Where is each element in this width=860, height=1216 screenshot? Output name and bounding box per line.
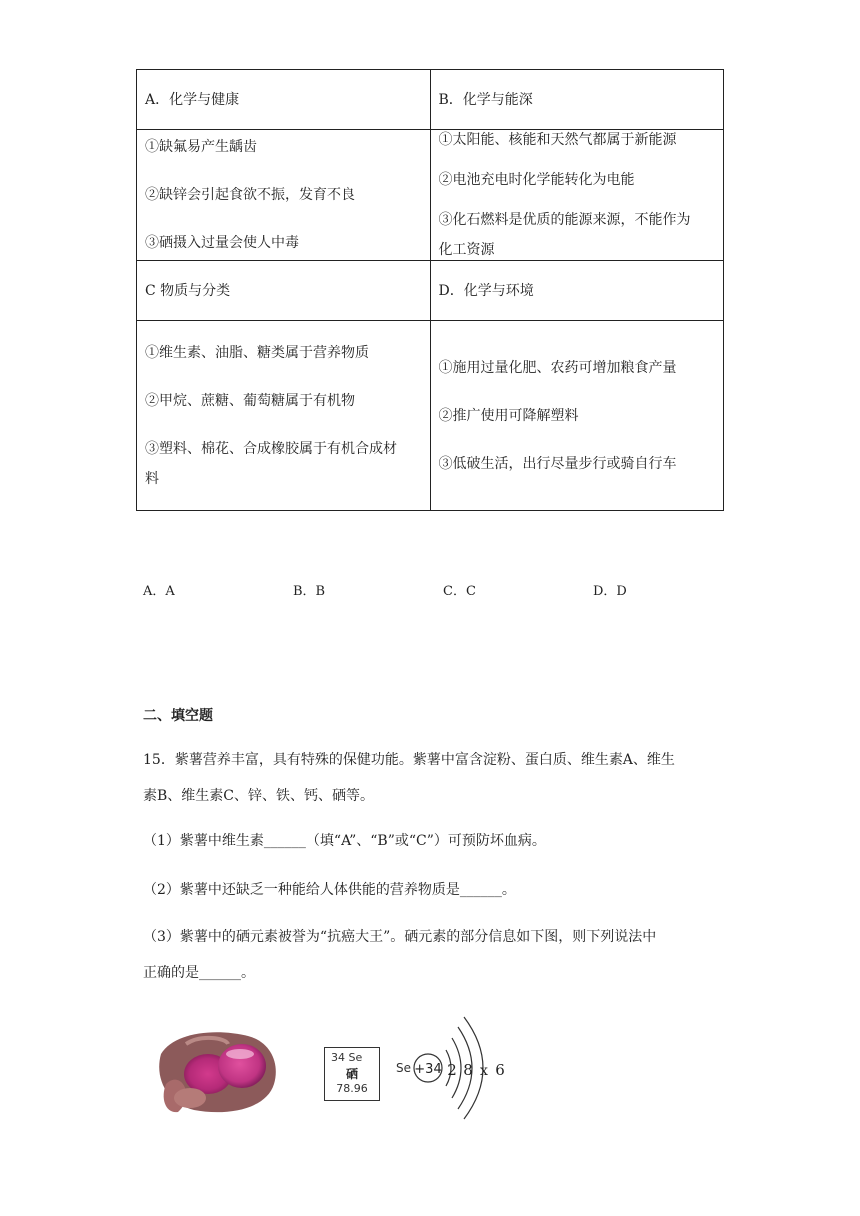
cell-b-body (430, 130, 724, 261)
c-item-3: ③塑料、棉花、合成橡胶属于有机合成材 (145, 440, 397, 457)
element-name: 硒 (345, 1067, 358, 1081)
shell-electrons-2: 8 (463, 1061, 473, 1079)
cell-c-title: C 物质与分类 (137, 261, 431, 321)
a-item-1: ①缺氟易产生龋齿 (145, 139, 257, 155)
section-title: 二、填空题 (143, 708, 213, 724)
b-item-3: ③化石燃料是优质的能源来源，不能作为 (438, 212, 691, 228)
choice-c[interactable]: C．C (443, 584, 476, 599)
shell-electrons-3: x (480, 1063, 488, 1079)
question-15-stem (143, 745, 723, 811)
atom-symbol: Se (396, 1061, 411, 1075)
c-item-1: ①维生素、油脂、糖类属于营养物质 (145, 344, 369, 361)
d-item-3: ③低破生活，出行尽量步行或骑自行车 (438, 455, 677, 472)
cell-c-body (137, 321, 431, 511)
answer-choices (143, 580, 743, 600)
element-mass: 78.96 (336, 1082, 368, 1095)
cell-d-body (430, 321, 724, 511)
sweet-potato-image (156, 1024, 281, 1116)
atomic-structure-diagram (390, 1012, 520, 1122)
d-item-2: ②推广使用可降解塑料 (438, 407, 579, 424)
question-15-sub2: （2）紫薯中还缺乏一种能给人体供能的营养物质是______。 (143, 882, 516, 898)
b-item-1: ①太阳能、核能和天然气都属于新能源 (438, 132, 677, 148)
a-item-2: ②缺锌会引起食欲不振，发育不良 (145, 187, 355, 203)
choice-d[interactable]: D．D (593, 584, 627, 599)
question-15-sub3 (143, 922, 723, 988)
question-15-sub1: （1）紫薯中维生素______（填“A”、“B”或“C”）可预防坏血病。 (143, 833, 546, 849)
a-item-3: ③硒摄入过量会使人中毒 (145, 235, 299, 251)
cell-a-title: A．化学与健康 (137, 70, 431, 130)
shell-electrons-4: 6 (495, 1061, 505, 1079)
choice-b[interactable]: B．B (293, 584, 326, 599)
q15-line-1: 15．紫薯营养丰富，具有特殊的保健功能。紫薯中富含淀粉、蛋白质、维生素A、维生 (143, 752, 675, 768)
d-item-1: ①施用过量化肥、农药可增加粮食产量 (438, 359, 677, 376)
selenium-element-card (324, 1047, 380, 1101)
cell-a-body (137, 130, 431, 261)
atom-nucleus-charge: +34 (414, 1062, 442, 1077)
c-item-3-cont: 料 (145, 470, 159, 487)
q15-sub3-line-1: （3）紫薯中的硒元素被誉为“抗癌大王”。硒元素的部分信息如下图，则下列说法中 (143, 929, 657, 945)
b-item-3-cont: 化工资源 (438, 242, 495, 258)
cell-d-title: D．化学与环境 (430, 261, 724, 321)
cell-b-title: B．化学与能深 (430, 70, 724, 130)
c-item-2: ②甲烷、蔗糖、葡萄糖属于有机物 (145, 392, 355, 409)
shell-electrons-1: 2 (447, 1061, 457, 1079)
element-number-symbol: 34 Se (331, 1051, 363, 1064)
choice-a[interactable]: A．A (143, 584, 175, 599)
q15-line-2: 素B、维生素C、锌、铁、钙、硒等。 (143, 788, 374, 804)
options-table (136, 69, 724, 511)
q15-sub3-line-2: 正确的是______。 (143, 965, 255, 981)
b-item-2: ②电池充电时化学能转化为电能 (438, 172, 635, 188)
